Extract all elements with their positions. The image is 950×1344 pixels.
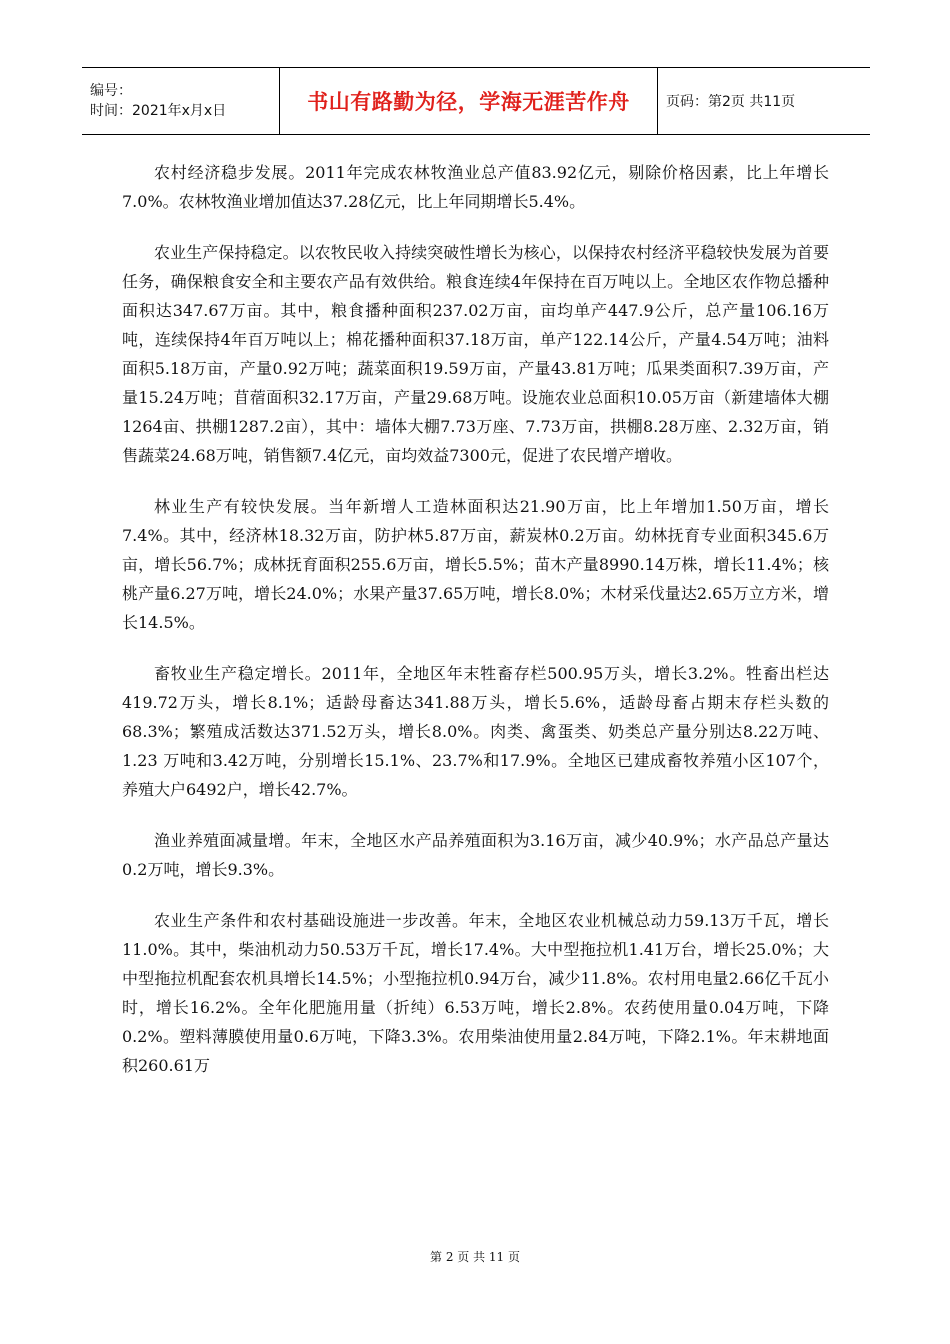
header-page-number: 页码：第2页 共11页	[666, 94, 796, 110]
document-number-label: 编号：	[90, 83, 132, 99]
document-time-label: 时间：2021年x月x日	[90, 103, 227, 119]
paragraph-infrastructure: 农业生产条件和农村基础设施进一步改善。年末，全地区农业机械总动力59.13万千瓦，增长11.0%。其中，柴油机动力50.53万千瓦，增长17.4%。大中型拖拉机1.41万台，增长25.0%；大中型拖拉机配套农机具增长14.5%；小型拖拉机0.94万台，减少11.8%。农村用电量2.66亿千瓦小时，增长16.2%。全年化肥施用量（折纯）6.53万吨，增长2.8%。农药使用量0.04万吨，下降0.2%。塑料薄膜使用量0.6万吨，下降3.3%。农用柴油使用量2.84万吨，下降2.1%。年末耕地面积260.61万	[122, 911, 829, 1075]
header-motto: 书山有路勤为径，学海无涯苦作舟	[307, 90, 630, 114]
paragraph-agriculture: 农业生产保持稳定。以农牧民收入持续突破性增长为核心，以保持农村经济平稳较快发展为首要任务，确保粮食安全和主要农产品有效供给。粮食连续4年保持在百万吨以上。全地区农作物总播种面积达347.67万亩。其中，粮食播种面积237.02万亩，亩均单产447.9公斤，总产量106.16万吨，连续保持4年百万吨以上；棉花播种面积37.18万亩，单产122.14公斤，产量4.54万吨；油料面积5.18万亩，产量0.92万吨；蔬菜面积19.59万亩，产量43.81万吨；瓜果类面积7.39万亩，产量15.24万吨；苜蓿面积32.17万亩，产量29.68万吨。设施农业总面积10.05万亩（新建墙体大棚1264亩、拱棚1287.2亩），其中：墙体大棚7.73万座、7.73万亩，拱棚8.28万座、2.32万亩，销售蔬菜24.68万吨，销售额7.4亿元，亩均效益7300元，促进了农民增产增收。	[122, 243, 829, 465]
document-body	[122, 158, 829, 1102]
header-motto-cell	[280, 68, 658, 134]
header-page-cell	[658, 68, 870, 134]
page-header	[82, 67, 870, 135]
paragraph-fishery: 渔业养殖面减量增。年末，全地区水产品养殖面积为3.16万亩，减少40.9%；水产品总产量达0.2万吨，增长9.3%。	[122, 831, 829, 879]
page-footer: 第 2 页 共 11 页	[430, 1250, 520, 1264]
paragraph-rural-economy: 农村经济稳步发展。2011年完成农林牧渔业总产值83.92亿元，剔除价格因素，比上年增长7.0%。农林牧渔业增加值达37.28亿元，比上年同期增长5.4%。	[122, 163, 829, 211]
header-meta	[82, 68, 280, 134]
paragraph-forestry: 林业生产有较快发展。当年新增人工造林面积达21.90万亩，比上年增加1.50万亩，增长7.4%。其中，经济林18.32万亩，防护林5.87万亩，薪炭林0.2万亩。幼林抚育专业面积345.6万亩，增长56.7%；成林抚育面积255.6万亩，增长5.5%；苗木产量8990.14万株，增长11.4%；核桃产量6.27万吨，增长24.0%；水果产量37.65万吨，增长8.0%；木材采伐量达2.65万立方米，增长14.5%。	[122, 497, 829, 632]
paragraph-livestock: 畜牧业生产稳定增长。2011年，全地区年末牲畜存栏500.95万头，增长3.2%。牲畜出栏达419.72万头，增长8.1%；适龄母畜达341.88万头，增长5.6%，适龄母畜占期末存栏头数的68.3%；繁殖成活数达371.52万头，增长8.0%。肉类、禽蛋类、奶类总产量分别达8.22万吨、1.23 万吨和3.42万吨，分别增长15.1%、23.7%和17.9%。全地区已建成畜牧养殖小区107个，养殖大户6492户，增长42.7%。	[122, 664, 829, 799]
